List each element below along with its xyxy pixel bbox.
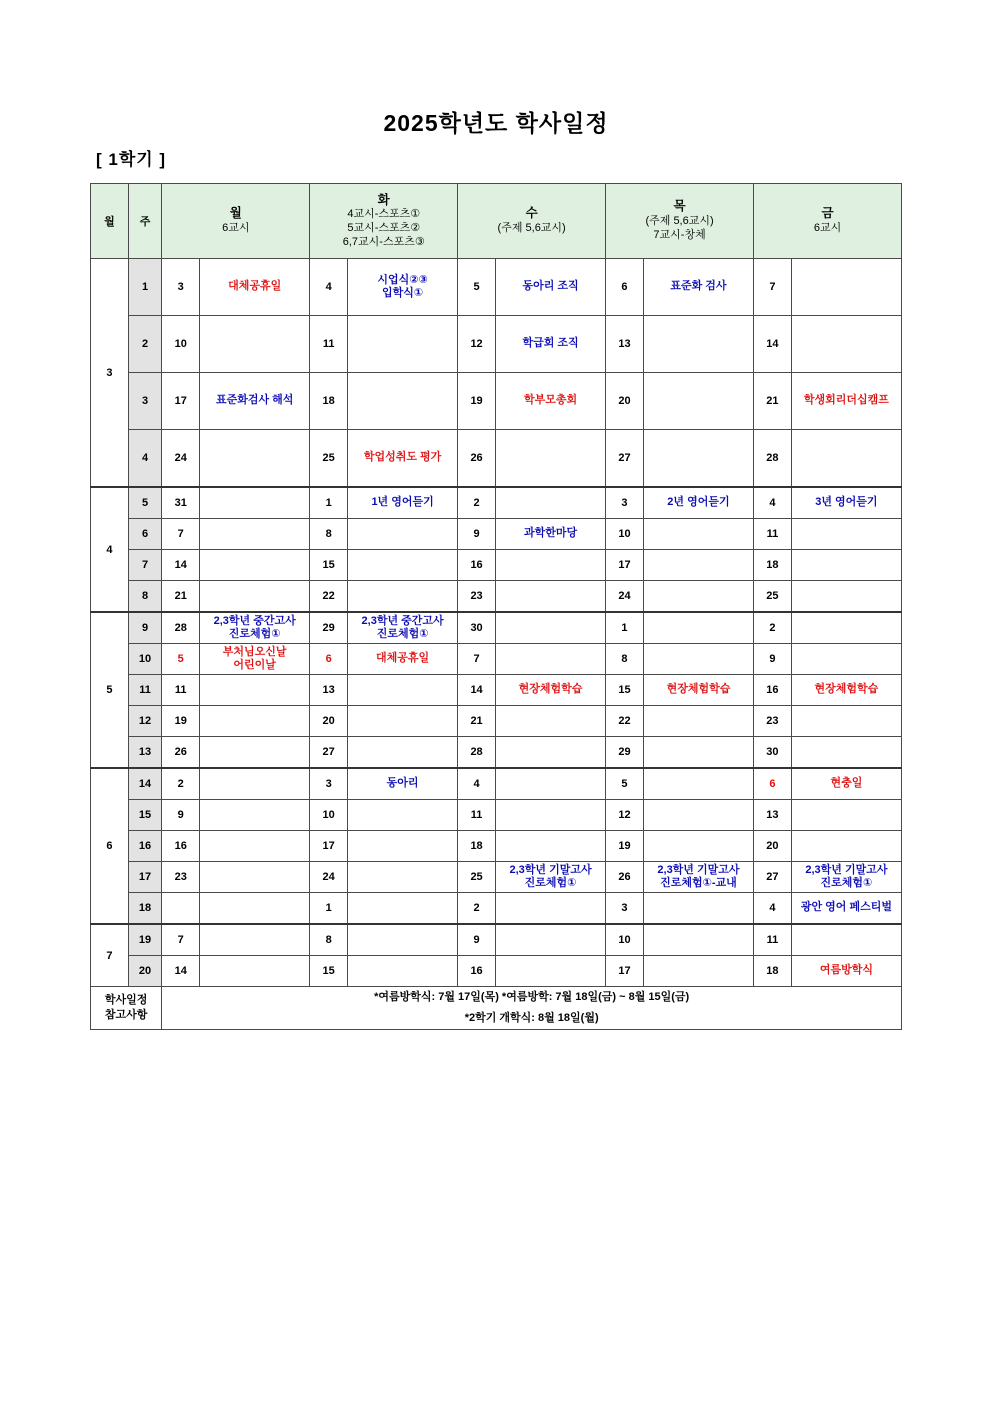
date-cell: 9 [458,924,496,956]
event-cell [643,768,753,800]
header-day-thu [606,184,754,259]
date-cell: 9 [162,800,200,831]
date-cell: 30 [754,737,792,769]
event-cell [200,519,310,550]
date-cell: 16 [162,831,200,862]
date-cell: 20 [754,831,792,862]
event-cell [348,316,458,373]
event-cell [200,550,310,581]
date-cell: 24 [310,862,348,893]
event-cell: 동아리 [348,768,458,800]
date-cell: 16 [458,956,496,987]
date-cell: 3 [162,259,200,316]
event-cell: 광안 영어 페스티벌 [791,893,901,925]
event-cell [791,519,901,550]
event-cell: 1년 영어듣기 [348,487,458,519]
event-cell: 학생회리더십캠프 [791,373,901,430]
event-cell [791,581,901,613]
date-cell: 9 [754,644,792,675]
date-cell: 8 [310,924,348,956]
event-cell: 현충일 [791,768,901,800]
date-cell: 20 [310,706,348,737]
date-cell: 26 [458,430,496,488]
date-cell: 27 [606,430,644,488]
table-row [91,706,902,737]
date-cell: 4 [310,259,348,316]
page-title: 2025학년도 학사일정 [383,110,609,136]
table-row [91,862,902,893]
date-cell [162,893,200,925]
event-cell [200,706,310,737]
event-cell [200,430,310,488]
table-row [91,768,902,800]
event-cell [791,612,901,644]
event-cell [495,737,605,769]
day-name-thu: 목 [673,199,686,214]
date-cell: 29 [606,737,644,769]
date-cell: 24 [606,581,644,613]
date-cell: 15 [606,675,644,706]
date-cell: 3 [310,768,348,800]
notes-line-2: *2학기 개학식: 8월 18일(월) [464,1011,599,1024]
date-cell: 12 [458,316,496,373]
header-day-tue [310,184,458,259]
notes-body [162,987,902,1030]
event-cell [643,706,753,737]
event-cell [643,924,753,956]
week-number-cell: 20 [128,956,162,987]
event-cell [348,924,458,956]
date-cell: 5 [458,259,496,316]
header-day-wed [458,184,606,259]
week-number-cell: 13 [128,737,162,769]
day-sub-fri-0: 6교시 [813,221,842,234]
event-cell [791,924,901,956]
event-cell [791,644,901,675]
event-cell: 시업식②③ 입학식① [348,259,458,316]
date-cell: 19 [162,706,200,737]
day-sub-thu-0: (주제 5,6교시) [645,215,714,228]
date-cell: 5 [162,644,200,675]
event-cell [348,550,458,581]
date-cell: 30 [458,612,496,644]
event-cell [200,768,310,800]
date-cell: 25 [310,430,348,488]
event-cell [348,675,458,706]
date-cell: 6 [606,259,644,316]
event-cell: 2,3학년 기말고사 진로체험①-교내 [643,862,753,893]
date-cell: 11 [754,924,792,956]
week-number-cell: 2 [128,316,162,373]
date-cell: 1 [606,612,644,644]
event-cell: 2,3학년 중간고사 진로체험① [348,612,458,644]
date-cell: 13 [606,316,644,373]
date-cell: 28 [754,430,792,488]
event-cell [348,519,458,550]
week-number-cell: 9 [128,612,162,644]
date-cell: 16 [754,675,792,706]
date-cell: 3 [606,893,644,925]
date-cell: 19 [458,373,496,430]
date-cell: 17 [310,831,348,862]
date-cell: 13 [754,800,792,831]
event-cell: 표준화 검사 [643,259,753,316]
event-cell [495,706,605,737]
event-cell [643,373,753,430]
event-cell: 2,3학년 기말고사 진로체험① [495,862,605,893]
date-cell: 14 [162,550,200,581]
event-cell: 2년 영어듣기 [643,487,753,519]
date-cell: 18 [754,956,792,987]
day-sub-tue-1: 5교시-스포츠② [347,221,421,234]
date-cell: 16 [458,550,496,581]
header-day-mon [162,184,310,259]
month-cell: 6 [91,768,129,924]
date-cell: 18 [458,831,496,862]
week-number-cell: 14 [128,768,162,800]
date-cell: 23 [458,581,496,613]
notes-label: 학사일정 참고사항 [91,987,162,1030]
event-cell [643,612,753,644]
date-cell: 17 [162,373,200,430]
day-sub-mon-0: 6교시 [222,221,250,234]
date-cell: 19 [606,831,644,862]
date-cell: 23 [162,862,200,893]
date-cell: 20 [606,373,644,430]
table-row [91,675,902,706]
event-cell [643,893,753,925]
table-row [91,644,902,675]
day-sub-tue-2: 6,7교시-스포츠③ [342,235,425,248]
event-cell [348,706,458,737]
day-name-wed: 수 [525,206,538,221]
event-cell: 부처님오신날 어린이날 [200,644,310,675]
date-cell: 18 [754,550,792,581]
day-sub-wed-0: (주제 5,6교시) [497,221,566,234]
event-cell [348,373,458,430]
event-cell [200,487,310,519]
table-row [91,487,902,519]
date-cell: 4 [458,768,496,800]
event-cell: 대체공휴일 [348,644,458,675]
header-week: 주 [128,184,162,259]
date-cell: 2 [162,768,200,800]
event-cell: 2,3학년 기말고사 진로체험① [791,862,901,893]
event-cell [495,644,605,675]
date-cell: 22 [310,581,348,613]
event-cell [495,831,605,862]
table-row [91,612,902,644]
date-cell: 25 [754,581,792,613]
date-cell: 12 [606,800,644,831]
week-number-cell: 7 [128,550,162,581]
table-row [91,893,902,925]
table-row [91,519,902,550]
event-cell [643,430,753,488]
event-cell [348,581,458,613]
semester-label: [ 1학기 ] [96,150,167,169]
date-cell: 8 [310,519,348,550]
event-cell: 현장체험학습 [643,675,753,706]
event-cell: 학업성취도 평가 [348,430,458,488]
notes-line-1: *여름방학식: 7월 17일(목) *여름방학: 7월 18일(금) ~ 8월 15일(금) [374,991,690,1003]
event-cell [200,316,310,373]
table-row [91,581,902,613]
header-month: 월 [91,184,129,259]
week-number-cell: 8 [128,581,162,613]
event-cell [643,316,753,373]
date-cell: 11 [458,800,496,831]
event-cell [643,956,753,987]
date-cell: 11 [310,316,348,373]
event-cell [643,550,753,581]
day-name-fri: 금 [821,206,834,221]
event-cell [791,550,901,581]
day-name-mon: 월 [229,206,242,221]
date-cell: 31 [162,487,200,519]
table-row [91,316,902,373]
date-cell: 14 [754,316,792,373]
event-cell [200,675,310,706]
day-sub-tue-0: 4교시-스포츠① [347,208,421,221]
date-cell: 18 [310,373,348,430]
date-cell: 26 [162,737,200,769]
event-cell [643,737,753,769]
day-sub-thu-1: 7교시-창체 [653,228,706,241]
table-body [91,259,902,987]
date-cell: 29 [310,612,348,644]
academic-calendar-table [90,183,902,1030]
week-number-cell: 15 [128,800,162,831]
table-row [91,259,902,316]
date-cell: 1 [310,487,348,519]
table-row [91,800,902,831]
date-cell: 7 [162,519,200,550]
event-cell [200,800,310,831]
date-cell: 24 [162,430,200,488]
event-cell: 현장체험학습 [495,675,605,706]
date-cell: 14 [458,675,496,706]
date-cell: 9 [458,519,496,550]
table-row [91,924,902,956]
event-cell [791,706,901,737]
day-name-tue: 화 [377,192,390,207]
event-cell [348,831,458,862]
month-cell: 3 [91,259,129,488]
header-day-fri [754,184,902,259]
date-cell: 15 [310,550,348,581]
event-cell: 학부모총회 [495,373,605,430]
event-cell [791,831,901,862]
event-cell [495,550,605,581]
event-cell [791,316,901,373]
date-cell: 27 [310,737,348,769]
event-cell [200,924,310,956]
date-cell: 28 [162,612,200,644]
date-cell: 2 [458,893,496,925]
date-cell: 6 [754,768,792,800]
event-cell [348,893,458,925]
event-cell [348,800,458,831]
date-cell: 21 [458,706,496,737]
week-number-cell: 11 [128,675,162,706]
date-cell: 23 [754,706,792,737]
event-cell [495,800,605,831]
event-cell [200,737,310,769]
date-cell: 4 [754,487,792,519]
week-number-cell: 3 [128,373,162,430]
date-cell: 2 [458,487,496,519]
date-cell: 8 [606,644,644,675]
event-cell [200,893,310,925]
date-cell: 7 [754,259,792,316]
date-cell: 13 [310,675,348,706]
event-cell [791,259,901,316]
date-cell: 7 [162,924,200,956]
date-cell: 11 [754,519,792,550]
table-row [91,373,902,430]
date-cell: 6 [310,644,348,675]
month-cell: 7 [91,924,129,987]
event-cell: 과학한마당 [495,519,605,550]
event-cell [348,737,458,769]
event-cell [200,581,310,613]
event-cell [495,768,605,800]
event-cell: 여름방학식 [791,956,901,987]
date-cell: 10 [606,924,644,956]
week-number-cell: 10 [128,644,162,675]
event-cell: 대체공휴일 [200,259,310,316]
event-cell: 3년 영어듣기 [791,487,901,519]
event-cell [495,430,605,488]
event-cell [643,831,753,862]
date-cell: 10 [162,316,200,373]
week-number-cell: 6 [128,519,162,550]
table-footer [91,987,902,1030]
week-number-cell: 16 [128,831,162,862]
event-cell: 현장체험학습 [791,675,901,706]
week-number-cell: 5 [128,487,162,519]
event-cell [200,956,310,987]
event-cell [791,737,901,769]
event-cell [791,430,901,488]
event-cell [643,581,753,613]
table-row [91,831,902,862]
event-cell [643,519,753,550]
date-cell: 10 [310,800,348,831]
date-cell: 2 [754,612,792,644]
event-cell [495,612,605,644]
event-cell: 학급회 조직 [495,316,605,373]
date-cell: 10 [606,519,644,550]
event-cell [200,862,310,893]
date-cell: 21 [754,373,792,430]
date-cell: 5 [606,768,644,800]
date-cell: 28 [458,737,496,769]
event-cell [495,487,605,519]
week-number-cell: 1 [128,259,162,316]
date-cell: 17 [606,956,644,987]
table-row [91,737,902,769]
month-cell: 4 [91,487,129,612]
month-cell: 5 [91,612,129,768]
date-cell: 11 [162,675,200,706]
table-row [91,430,902,488]
date-cell: 4 [754,893,792,925]
table-row [91,956,902,987]
event-cell [495,924,605,956]
event-cell [348,956,458,987]
event-cell [200,831,310,862]
date-cell: 7 [458,644,496,675]
date-cell: 1 [310,893,348,925]
table-header [91,184,902,259]
date-cell: 25 [458,862,496,893]
date-cell: 14 [162,956,200,987]
date-cell: 17 [606,550,644,581]
week-number-cell: 12 [128,706,162,737]
event-cell [643,644,753,675]
table-row [91,550,902,581]
event-cell [495,893,605,925]
event-cell [348,862,458,893]
date-cell: 26 [606,862,644,893]
date-cell: 22 [606,706,644,737]
date-cell: 15 [310,956,348,987]
event-cell [495,581,605,613]
week-number-cell: 4 [128,430,162,488]
week-number-cell: 17 [128,862,162,893]
event-cell: 2,3학년 중간고사 진로체험① [200,612,310,644]
event-cell [643,800,753,831]
event-cell [791,800,901,831]
week-number-cell: 18 [128,893,162,925]
week-number-cell: 19 [128,924,162,956]
date-cell: 27 [754,862,792,893]
date-cell: 3 [606,487,644,519]
event-cell [495,956,605,987]
event-cell: 동아리 조직 [495,259,605,316]
event-cell: 표준화검사 해석 [200,373,310,430]
date-cell: 21 [162,581,200,613]
